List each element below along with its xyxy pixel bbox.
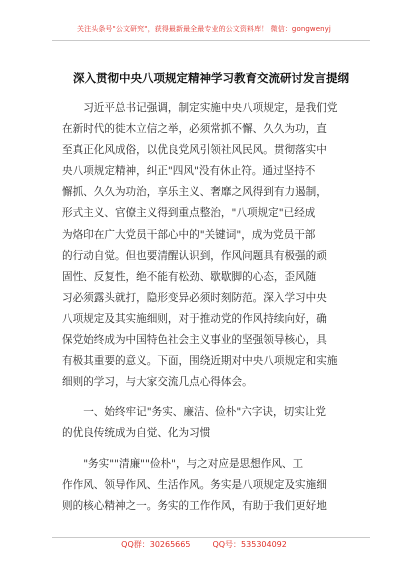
paragraph-line: 固性、反复性，绝不能有松劲、歇歇脚的心态，歪风随 [62,270,317,283]
paragraph-line: 习必须露头就打，隐形变异必须时刻防范。深入学习中央 [62,291,327,304]
paragraph-line: 的优良传统成为自觉、化为习惯 [62,427,211,440]
footer-qq-group: QQ群：30265665 [121,540,191,549]
paragraph-line: 细则的学习，与大家交流几点心得体会。 [62,376,253,389]
paragraph-line: 为烙印在广大党员干部心中的"关键词"，成为党员干部 [62,228,316,241]
footer-qq-number: QQ号：535304092 [212,540,287,549]
document-title: 深入贯彻中央八项规定精神学习教育交流研讨发言提纲 [73,71,349,85]
paragraph-gap [62,445,360,454]
header-banner: 关注头条号"公文研究"，获得最新最全最专业的公文资料库！ 微信：gongwenyj [77,25,331,33]
paragraph-first-line: 习近平总书记强调，制定实施中央八项规定，是我们党 [83,102,338,114]
paragraph-line: 八项规定及其实施细则，对于推动党的作风持续向好，确 [62,312,327,325]
paragraph-first-line: "务实""清廉""俭朴"，与之对应是思想作风、工 [83,457,304,470]
paragraph-line: 在新时代的徙木立信之举，必须常抓不懈、久久为功，直 [62,123,327,136]
paragraph-line: 懈抓、久久为功治，享乐主义、奢靡之风得到有力遏制， [62,186,327,199]
header-divider [52,40,370,41]
paragraph-line: 则的核心精神之一。务实的工作作风，有助于我们更好地 [62,499,327,512]
paragraph-line: 至真正化风成俗，以优良党风引领社风民风。贯彻落实中 [62,144,327,157]
paragraph-first-line: 一、始终牢记"务实、廉洁、俭朴"六字诀，切实让党 [83,406,326,419]
paragraph-line: 保党始终成为中国特色社会主义事业的坚强领导核心，具 [62,334,327,347]
document-body [62,98,360,517]
paragraph-line: 有极其重要的意义。下面，围绕近期对中央八项规定和实施 [62,355,338,368]
paragraph-gap [62,393,360,402]
paragraph-line: 形式主义、官僚主义得到重点整治，"八项规定"已经成 [62,207,316,220]
paragraph-line: 央八项规定精神，纠正"四风"没有休止符。通过坚持不 [62,165,316,178]
footer [0,539,408,550]
paragraph-line: 的行动自觉。但也要清醒认识到，作风问题具有极强的顽 [62,249,327,262]
footer-divider [52,537,370,538]
paragraph-line: 作作风、领导作风、生活作风。务实是八项规定及实施细 [62,478,327,491]
